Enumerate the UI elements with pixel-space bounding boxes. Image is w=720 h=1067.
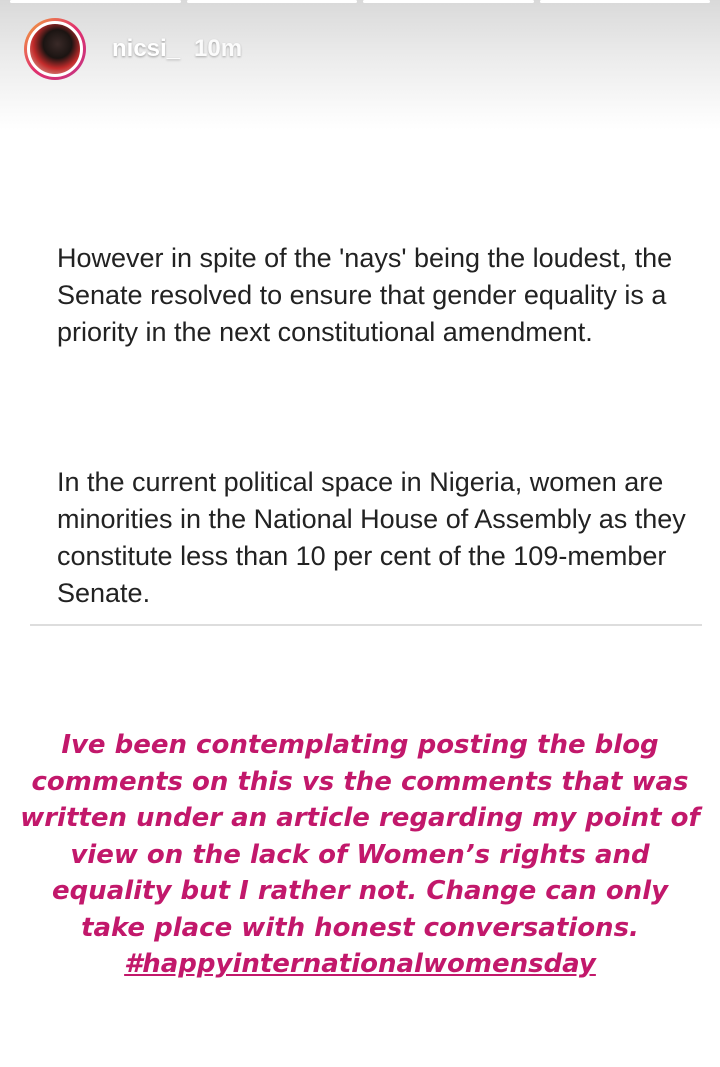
- avatar-photo: [27, 21, 83, 77]
- progress-segment: [10, 0, 181, 3]
- progress-segment: [540, 0, 711, 3]
- story-header: [24, 18, 242, 80]
- progress-segment: [363, 0, 534, 3]
- progress-segment: [187, 0, 358, 3]
- username[interactable]: nicsi_: [112, 35, 181, 62]
- timestamp: 10m: [194, 35, 243, 62]
- article-paragraph-2: In the current political space in Nigeria, women are minorities in the National House of Assembly as they constitute less than 10 per cent of the 109-member Senate.: [57, 467, 686, 608]
- story-progress-bar: [10, 0, 710, 4]
- story-caption: [20, 727, 700, 983]
- caption-text: Ive been contemplating posting the blog comments on this vs the comments that was written under an article regarding my point of view on the lack of Women’s rights and equality but I rather not. Change can only take place with honest conversations.: [20, 730, 700, 943]
- article-divider: [30, 624, 702, 626]
- article-paragraph-1: However in spite of the 'nays' being the loudest, the Senate resolved to ensure that gender equality is a priority in the next constitutional amendment.: [57, 243, 673, 347]
- hashtag-link[interactable]: #happyinternationalwomensday: [124, 949, 596, 979]
- avatar[interactable]: [24, 18, 86, 80]
